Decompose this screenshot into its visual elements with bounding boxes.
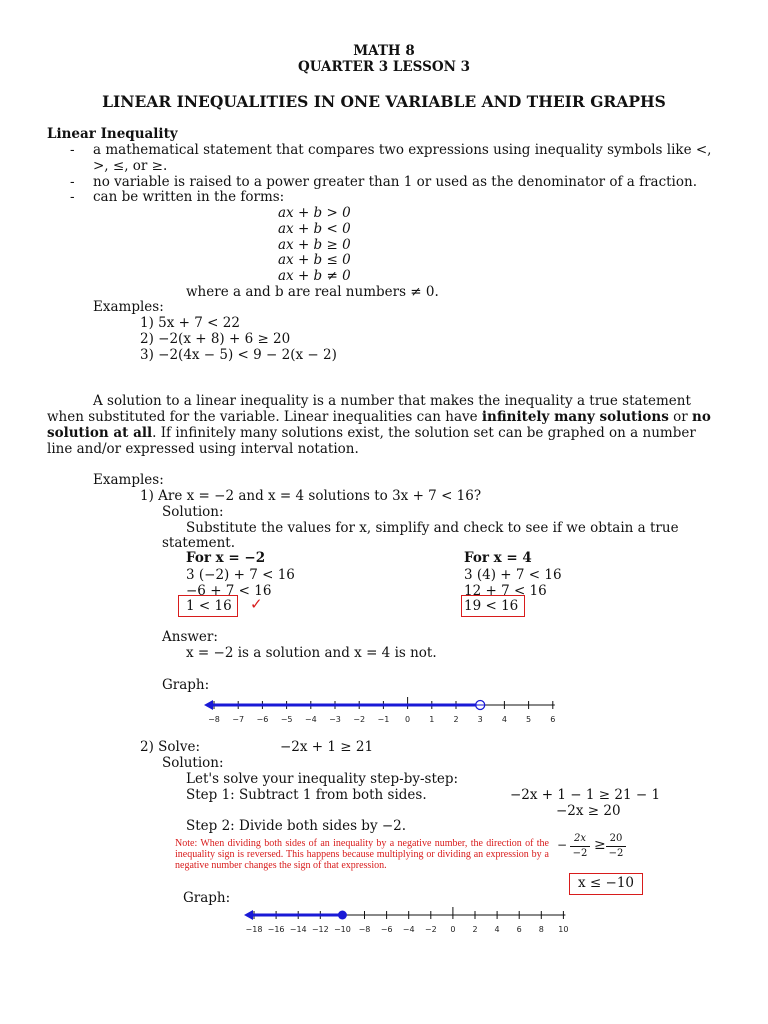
example-2: 2) −2(x + 8) + 6 ≥ 20 bbox=[140, 331, 291, 347]
tick-label: 2 bbox=[453, 715, 459, 724]
bullet-2: no variable is raised to a power greater than 1 or used as the denominator of a fraction. bbox=[93, 174, 697, 190]
example-1: 1) 5x + 7 < 22 bbox=[140, 315, 240, 331]
paragraph-line-1: A solution to a linear inequality is a number that makes the inequality a true statement bbox=[93, 393, 691, 409]
bullet-dash: - bbox=[70, 142, 75, 158]
paragraph-line-2: when substituted for the variable. Linear inequalities can have infinitely many solutions or no bbox=[47, 409, 711, 425]
tick-label: 0 bbox=[405, 715, 411, 724]
frac-right-den: −2 bbox=[608, 848, 624, 859]
step-1-work-a: −2x + 1 − 1 ≥ 21 − 1 bbox=[510, 787, 661, 803]
form-5: ax + b ≠ 0 bbox=[278, 268, 351, 284]
tick-label: 6 bbox=[516, 925, 522, 934]
tick-label: −5 bbox=[280, 715, 293, 724]
tick-label: 1 bbox=[429, 715, 435, 724]
examples-label: Examples: bbox=[93, 299, 164, 315]
left-case-heading: For x = −2 bbox=[186, 550, 266, 566]
instruction-line-1: Substitute the values for x, simplify and check to see if we obtain a true bbox=[186, 520, 679, 536]
check-icon: ✓ bbox=[250, 595, 263, 613]
tick-label: −3 bbox=[329, 715, 341, 724]
left-step-2: −6 + 7 < 16 bbox=[186, 583, 272, 599]
frac-left-den: −2 bbox=[572, 848, 588, 859]
tick-label: 4 bbox=[494, 925, 500, 934]
tick-label: 2 bbox=[472, 925, 478, 934]
graph-label-2: Graph: bbox=[183, 890, 231, 906]
division-note: Note: When dividing both sides of an inequality by a negative number, the direction of the inequality sign is reversed. This happens because multiplying or dividing an expression by a negative number changes the sign of that expression. bbox=[175, 838, 549, 871]
problem-2: −2x + 1 ≥ 21 bbox=[280, 739, 374, 755]
frac-right-num: 20 bbox=[609, 833, 623, 844]
tick-label: −7 bbox=[232, 715, 245, 724]
number-line-2 bbox=[236, 902, 581, 938]
closed-endpoint bbox=[338, 911, 347, 920]
number-line-1 bbox=[200, 692, 570, 726]
right-case-heading: For x = 4 bbox=[464, 550, 532, 566]
right-step-1: 3 (4) + 7 < 16 bbox=[464, 567, 562, 583]
bullet-1-line-1: a mathematical statement that compares two expressions using inequality symbols like <, bbox=[93, 142, 712, 158]
tick-label: −4 bbox=[304, 715, 317, 724]
tick-label: −2 bbox=[353, 715, 366, 724]
tick-label: −6 bbox=[380, 925, 393, 934]
tick-label: −2 bbox=[424, 925, 437, 934]
tick-label: −8 bbox=[208, 715, 220, 724]
answer-text: x = −2 is a solution and x = 4 is not. bbox=[186, 645, 437, 661]
form-1: ax + b > 0 bbox=[278, 205, 351, 221]
paragraph-line-3: solution at all. If infinitely many solutions exist, the solution set can be graphed on a number bbox=[47, 425, 696, 441]
frac-left-num: 2x bbox=[573, 833, 586, 844]
tick-label: −16 bbox=[267, 925, 285, 934]
arrow-left-icon bbox=[244, 910, 253, 920]
graph-label: Graph: bbox=[162, 677, 210, 693]
bullet-1-line-2: >, ≤, or ≥. bbox=[93, 158, 168, 174]
bullet-dash: - bbox=[70, 174, 75, 190]
tick-label: −12 bbox=[311, 925, 329, 934]
solve-label: 2) Solve: bbox=[140, 739, 201, 755]
forms-note: where a and b are real numbers ≠ 0. bbox=[186, 284, 439, 300]
tick-label: −18 bbox=[245, 925, 263, 934]
form-4: ax + b ≤ 0 bbox=[278, 252, 351, 268]
instruction-line-2: statement. bbox=[162, 535, 236, 551]
step-1: Step 1: Subtract 1 from both sides. bbox=[186, 787, 427, 803]
step-1-work-b: −2x ≥ 20 bbox=[556, 803, 621, 819]
tick-label: 5 bbox=[526, 715, 532, 724]
lesson-heading: QUARTER 3 LESSON 3 bbox=[297, 59, 471, 75]
solution-intro: Let's solve your inequality step-by-step: bbox=[186, 771, 459, 787]
left-step-1: 3 (−2) + 7 < 16 bbox=[186, 567, 295, 583]
tick-label: 3 bbox=[477, 715, 483, 724]
form-3: ax + b ≥ 0 bbox=[278, 237, 351, 253]
paragraph-line-4: line and/or expressed using interval notation. bbox=[47, 441, 359, 457]
examples-label-2: Examples: bbox=[93, 472, 164, 488]
tick-label: 8 bbox=[538, 925, 544, 934]
example-3: 3) −2(4x − 5) < 9 − 2(x − 2) bbox=[140, 347, 337, 363]
tick-label: 10 bbox=[558, 925, 569, 934]
example-1-question: 1) Are x = −2 and x = 4 solutions to 3x + 7 < 16? bbox=[140, 488, 482, 504]
solution-label: Solution: bbox=[162, 504, 224, 520]
tick-label: −14 bbox=[289, 925, 307, 934]
tick-label: 4 bbox=[501, 715, 507, 724]
right-step-2: 12 + 7 < 16 bbox=[464, 583, 547, 599]
solution-label-2: Solution: bbox=[162, 755, 224, 771]
step-2: Step 2: Divide both sides by −2. bbox=[186, 818, 407, 834]
form-2: ax + b < 0 bbox=[278, 221, 351, 237]
tick-label: −6 bbox=[256, 715, 269, 724]
frac-bar bbox=[570, 846, 590, 847]
subject-heading: MATH 8 bbox=[353, 43, 415, 59]
tick-label: 0 bbox=[450, 925, 456, 934]
tick-label: 6 bbox=[550, 715, 556, 724]
bullet-3: can be written in the forms: bbox=[93, 189, 285, 205]
tick-label: −10 bbox=[333, 925, 351, 934]
bullet-dash: - bbox=[70, 189, 75, 205]
result-2: x ≤ −10 bbox=[578, 875, 634, 891]
tick-label: −4 bbox=[402, 925, 415, 934]
frac-sign: ≥ bbox=[594, 837, 606, 853]
page-title: LINEAR INEQUALITIES IN ONE VARIABLE AND THEIR GRAPHS bbox=[102, 92, 666, 111]
frac-minus: − bbox=[557, 838, 568, 852]
tick-label: −8 bbox=[358, 925, 371, 934]
answer-label: Answer: bbox=[162, 629, 218, 645]
definition-heading: Linear Inequality bbox=[47, 126, 178, 142]
right-result: 19 < 16 bbox=[464, 598, 519, 614]
arrow-left-icon bbox=[204, 700, 213, 710]
left-result: 1 < 16 bbox=[186, 598, 232, 614]
frac-bar bbox=[606, 846, 626, 847]
tick-label: −1 bbox=[377, 715, 390, 724]
